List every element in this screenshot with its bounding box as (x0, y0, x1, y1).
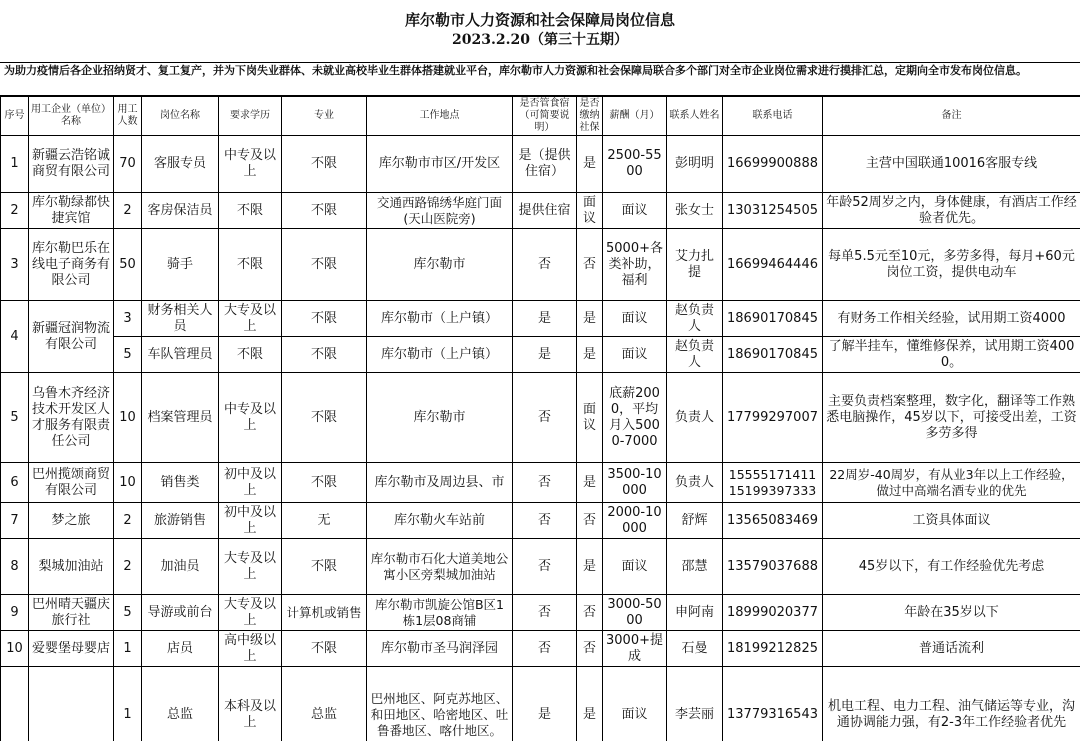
cell-board: 提供住宿 (513, 193, 577, 229)
header-phone: 联系电话 (723, 97, 823, 136)
cell-phone: 16699900888 (723, 136, 823, 193)
cell-no: 6 (1, 463, 29, 503)
cell-position: 店员 (142, 631, 219, 667)
cell-location: 交通西路锦绣华庭门面(天山医院旁) (367, 193, 513, 229)
cell-count: 1 (114, 631, 142, 667)
cell-major: 不限 (282, 539, 367, 595)
cell-count: 70 (114, 136, 142, 193)
header-count: 用工人数 (114, 97, 142, 136)
cell-education: 中专及以上 (219, 136, 282, 193)
cell-phone: 15555171411 15199397333 (723, 463, 823, 503)
page-title: 库尔勒市人力资源和社会保障局岗位信息 (404, 11, 675, 29)
cell-note: 主要负责档案整理，数字化，翻译等工作熟悉电脑操作，45岁以下，可接受出差，工资多劳多得 (823, 373, 1080, 463)
cell-company: 爱婴堡母婴店 (29, 631, 114, 667)
cell-major: 不限 (282, 631, 367, 667)
cell-phone: 16699464446 (723, 229, 823, 301)
table-row (1, 193, 1080, 229)
cell-major: 无 (282, 503, 367, 539)
cell-note: 机电工程、电力工程、油气储运等专业，沟通协调能力强，有2-3年工作经验者优先 (823, 667, 1080, 741)
cell-salary: 面议 (603, 337, 667, 373)
cell-company: 库尔勒巴乐在线电子商务有限公司 (29, 229, 114, 301)
cell-education: 不限 (219, 337, 282, 373)
cell-insurance: 是 (577, 301, 603, 337)
cell-contact: 负责人 (667, 463, 723, 503)
cell-note: 有财务工作相关经验，试用期工资4000 (823, 301, 1080, 337)
intro-text: 为助力疫情后各企业招纳贤才、复工复产，并为下岗失业群体、未就业高校毕业生群体搭建就业平台，库尔勒市人力资源和社会保障局联合多个部门对全市企业岗位需求进行摸排汇总，定期向全市发布岗位信息。 (0, 62, 1080, 96)
cell-location: 库尔勒市 (367, 373, 513, 463)
cell-count: 1 (114, 667, 142, 741)
cell-position: 档案管理员 (142, 373, 219, 463)
cell-education: 不限 (219, 193, 282, 229)
cell-major: 不限 (282, 301, 367, 337)
header-no: 序号 (1, 97, 29, 136)
cell-contact: 赵负责人 (667, 301, 723, 337)
cell-position: 旅游销售 (142, 503, 219, 539)
cell-company: 巴州揽颂商贸有限公司 (29, 463, 114, 503)
cell-location: 库尔勒市（上户镇） (367, 301, 513, 337)
cell-contact: 赵负责人 (667, 337, 723, 373)
cell-location: 库尔勒市（上户镇） (367, 337, 513, 373)
header-row (1, 97, 1080, 136)
cell-major: 总监 (282, 667, 367, 741)
table-row (1, 667, 1080, 741)
cell-phone: 18690170845 (723, 301, 823, 337)
cell-count: 2 (114, 193, 142, 229)
cell-location: 库尔勒市圣马润泽园 (367, 631, 513, 667)
job-table (0, 96, 1080, 741)
cell-major: 不限 (282, 136, 367, 193)
cell-count: 10 (114, 463, 142, 503)
cell-board: 否 (513, 229, 577, 301)
cell-position: 骑手 (142, 229, 219, 301)
cell-no: 8 (1, 539, 29, 595)
cell-note: 工资具体面议 (823, 503, 1080, 539)
cell-count: 2 (114, 503, 142, 539)
cell-board: 是 (513, 667, 577, 741)
cell-contact: 负责人 (667, 373, 723, 463)
cell-board: 否 (513, 463, 577, 503)
cell-no: 1 (1, 136, 29, 193)
cell-contact: 彭明明 (667, 136, 723, 193)
header-note: 备注 (823, 97, 1080, 136)
cell-insurance: 否 (577, 631, 603, 667)
cell-no: 4 (1, 301, 29, 373)
table-row (1, 373, 1080, 463)
cell-education: 初中及以上 (219, 503, 282, 539)
cell-location: 库尔勒市市区/开发区 (367, 136, 513, 193)
cell-salary: 3000+提成 (603, 631, 667, 667)
cell-note: 了解半挂车，懂维修保养，试用期工资4000。 (823, 337, 1080, 373)
cell-major: 不限 (282, 373, 367, 463)
cell-board: 否 (513, 595, 577, 631)
cell-education: 不限 (219, 229, 282, 301)
cell-no: 10 (1, 631, 29, 667)
page-subtitle: 2023.2.20（第三十五期） (452, 32, 628, 48)
cell-contact: 艾力扎提 (667, 229, 723, 301)
cell-board: 否 (513, 503, 577, 539)
table-row (1, 503, 1080, 539)
cell-note: 每单5.5元至10元，多劳多得，每月+60元岗位工资，提供电动车 (823, 229, 1080, 301)
cell-phone: 18199212825 (723, 631, 823, 667)
cell-insurance: 是 (577, 337, 603, 373)
cell-no: 9 (1, 595, 29, 631)
cell-company: 乌鲁木齐经济技术开发区人才服务有限责任公司 (29, 373, 114, 463)
cell-position: 导游或前台 (142, 595, 219, 631)
cell-insurance: 否 (577, 503, 603, 539)
cell-position: 总监 (142, 667, 219, 741)
cell-education: 本科及以上 (219, 667, 282, 741)
cell-company: 新疆冠润物流有限公司 (29, 301, 114, 373)
cell-board: 否 (513, 539, 577, 595)
header-major: 专业 (282, 97, 367, 136)
table-row (1, 595, 1080, 631)
cell-phone: 13565083469 (723, 503, 823, 539)
table-row (1, 631, 1080, 667)
cell-count: 5 (114, 337, 142, 373)
cell-no: 5 (1, 373, 29, 463)
cell-major: 不限 (282, 193, 367, 229)
cell-contact: 申阿南 (667, 595, 723, 631)
cell-board: 否 (513, 373, 577, 463)
cell-company: 梨城加油站 (29, 539, 114, 595)
cell-insurance: 面议 (577, 373, 603, 463)
cell-salary: 3500-10000 (603, 463, 667, 503)
cell-salary: 面议 (603, 539, 667, 595)
header-position: 岗位名称 (142, 97, 219, 136)
cell-phone: 18999020377 (723, 595, 823, 631)
cell-phone: 13779316543 (723, 667, 823, 741)
cell-major: 不限 (282, 229, 367, 301)
table-row (1, 136, 1080, 193)
header-education: 要求学历 (219, 97, 282, 136)
cell-location: 库尔勒市凯旋公馆B区1栋1层08商铺 (367, 595, 513, 631)
cell-location: 库尔勒市石化大道美地公寓小区旁梨城加油站 (367, 539, 513, 595)
header-salary: 薪酬（月） (603, 97, 667, 136)
cell-location: 库尔勒火车站前 (367, 503, 513, 539)
cell-note: 主营中国联通10016客服专线 (823, 136, 1080, 193)
title-block (0, 0, 1080, 63)
cell-position: 客服专员 (142, 136, 219, 193)
cell-no: 3 (1, 229, 29, 301)
cell-note: 年龄52周岁之内，身体健康，有酒店工作经验者优先。 (823, 193, 1080, 229)
cell-education: 大专及以上 (219, 301, 282, 337)
cell-company (29, 667, 114, 741)
cell-count: 3 (114, 301, 142, 337)
cell-major: 不限 (282, 463, 367, 503)
cell-count: 2 (114, 539, 142, 595)
cell-education: 大专及以上 (219, 539, 282, 595)
cell-location: 库尔勒市 (367, 229, 513, 301)
cell-salary: 3000-5000 (603, 595, 667, 631)
table-row (1, 301, 1080, 337)
cell-note: 22周岁-40周岁，有从业3年以上工作经验，做过中高端名酒专业的优先 (823, 463, 1080, 503)
header-location: 工作地点 (367, 97, 513, 136)
cell-location: 库尔勒市及周边县、市 (367, 463, 513, 503)
cell-major: 不限 (282, 337, 367, 373)
cell-note: 年龄在35岁以下 (823, 595, 1080, 631)
table-row (1, 337, 1080, 373)
cell-insurance: 是 (577, 667, 603, 741)
cell-board: 是 (513, 337, 577, 373)
cell-no: 2 (1, 193, 29, 229)
cell-contact: 李芸丽 (667, 667, 723, 741)
header-insurance: 是否缴纳社保 (577, 97, 603, 136)
cell-salary: 面议 (603, 667, 667, 741)
cell-board: 否 (513, 631, 577, 667)
cell-note: 普通话流利 (823, 631, 1080, 667)
cell-no: 7 (1, 503, 29, 539)
cell-note: 45岁以下，有工作经验优先考虑 (823, 539, 1080, 595)
header-board: 是否管食宿（可简要说明） (513, 97, 577, 136)
cell-salary: 2500-5500 (603, 136, 667, 193)
cell-company: 库尔勒绿都快捷宾馆 (29, 193, 114, 229)
header-contact: 联系人姓名 (667, 97, 723, 136)
cell-company: 新疆云浩铭诚商贸有限公司 (29, 136, 114, 193)
table-row (1, 539, 1080, 595)
cell-contact: 舒辉 (667, 503, 723, 539)
cell-phone: 17799297007 (723, 373, 823, 463)
cell-count: 50 (114, 229, 142, 301)
cell-salary: 面议 (603, 301, 667, 337)
cell-count: 10 (114, 373, 142, 463)
cell-major: 计算机或销售 (282, 595, 367, 631)
cell-contact: 邵慧 (667, 539, 723, 595)
cell-salary: 底薪2000，平均月入5000-7000 (603, 373, 667, 463)
cell-position: 财务相关人员 (142, 301, 219, 337)
cell-insurance: 否 (577, 595, 603, 631)
cell-board: 是（提供住宿） (513, 136, 577, 193)
cell-location: 巴州地区、阿克苏地区、和田地区、哈密地区、吐鲁番地区、喀什地区。 (367, 667, 513, 741)
cell-company: 巴州晴天疆庆旅行社 (29, 595, 114, 631)
cell-count: 5 (114, 595, 142, 631)
header-company: 用工企业（单位）名称 (29, 97, 114, 136)
cell-salary: 面议 (603, 193, 667, 229)
cell-education: 高中级以上 (219, 631, 282, 667)
cell-position: 加油员 (142, 539, 219, 595)
cell-no (1, 667, 29, 741)
table-row (1, 463, 1080, 503)
cell-position: 客房保洁员 (142, 193, 219, 229)
cell-position: 销售类 (142, 463, 219, 503)
cell-insurance: 面议 (577, 193, 603, 229)
cell-position: 车队管理员 (142, 337, 219, 373)
cell-education: 初中及以上 (219, 463, 282, 503)
cell-insurance: 是 (577, 136, 603, 193)
cell-board: 是 (513, 301, 577, 337)
cell-company: 梦之旅 (29, 503, 114, 539)
cell-contact: 石曼 (667, 631, 723, 667)
cell-contact: 张女士 (667, 193, 723, 229)
cell-phone: 13579037688 (723, 539, 823, 595)
cell-education: 中专及以上 (219, 373, 282, 463)
cell-insurance: 否 (577, 229, 603, 301)
cell-education: 大专及以上 (219, 595, 282, 631)
cell-insurance: 是 (577, 539, 603, 595)
cell-insurance: 是 (577, 463, 603, 503)
cell-phone: 18690170845 (723, 337, 823, 373)
cell-salary: 5000+各类补助，福利 (603, 229, 667, 301)
cell-phone: 13031254505 (723, 193, 823, 229)
table-row (1, 229, 1080, 301)
cell-salary: 2000-10000 (603, 503, 667, 539)
